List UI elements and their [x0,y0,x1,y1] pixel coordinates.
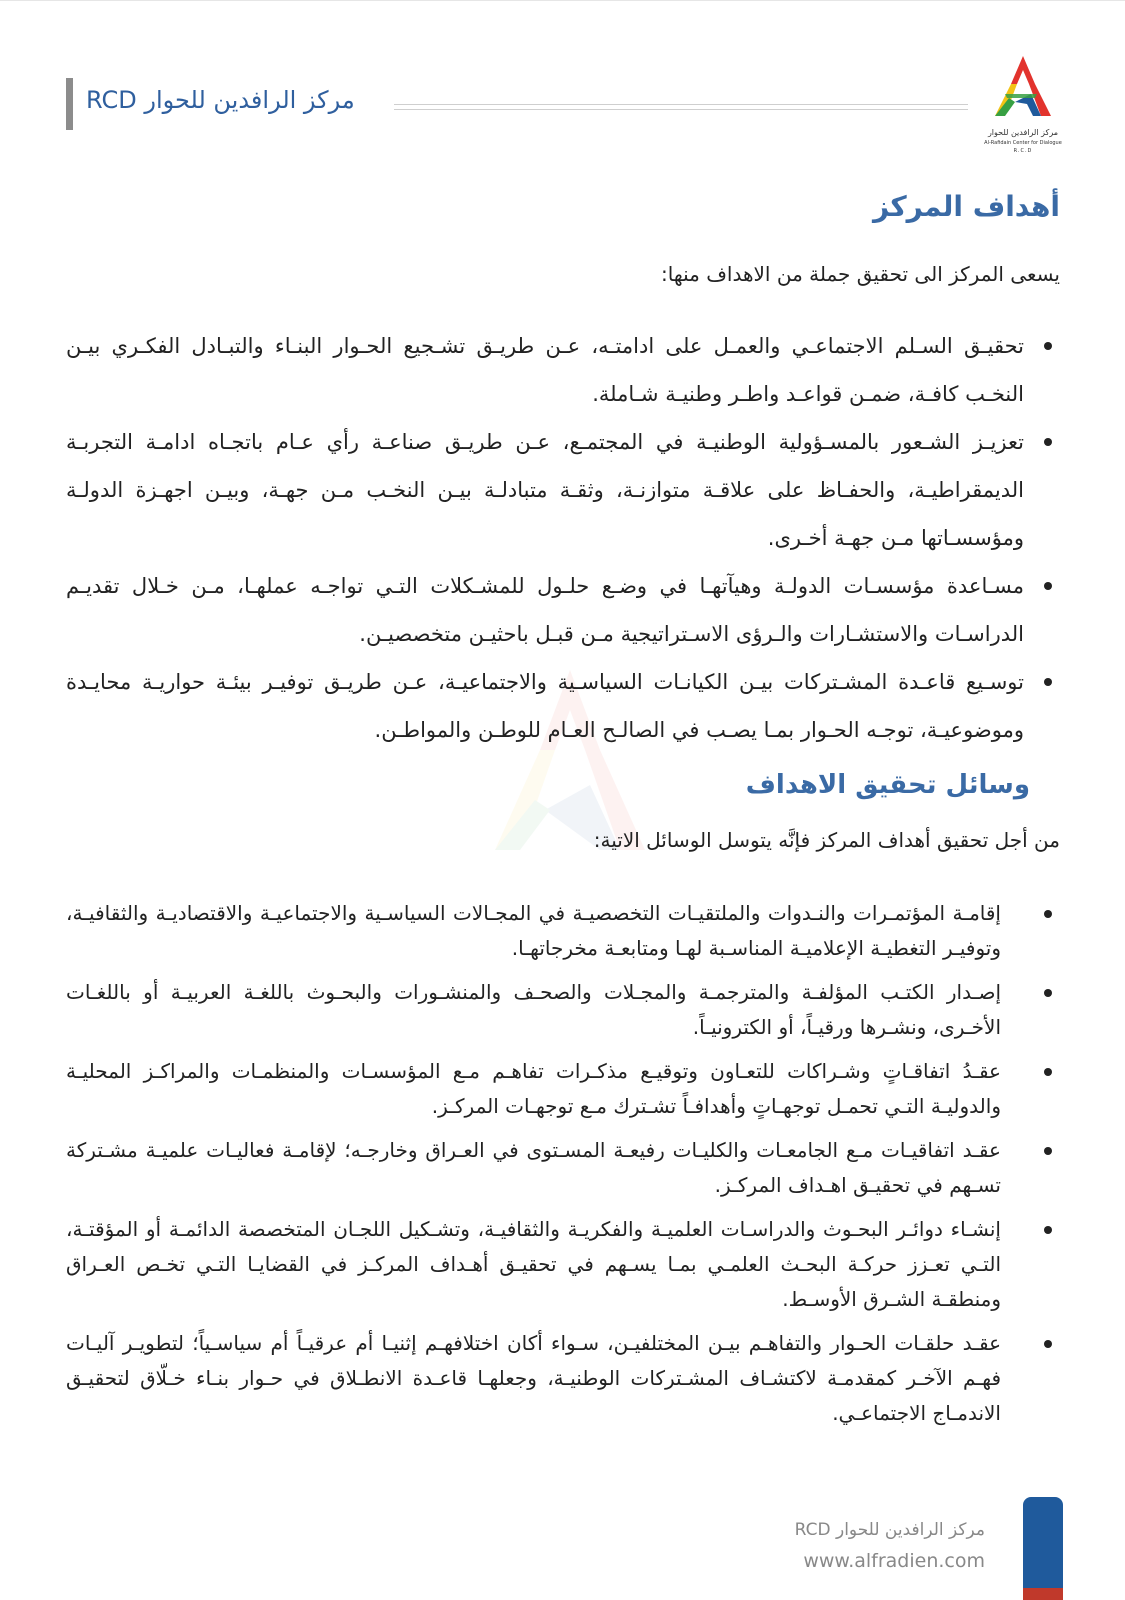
means-heading: وسائل تحقيق الاهداف [745,770,1030,800]
logo-abbr: R.C.D [1013,148,1033,154]
goals-heading: أهداف المركز [872,190,1060,223]
means-list-item: عقـد حلقـات الحـوار والتفاهـم بيـن المختلفيـن، سـواء أكان اختلافهـم إثنيـا أم عرقيـاً أم سياسـياً؛ لتطويـر آليـات فهـم الآخـر كمقدمـة لاكتشـاف المشـتركات الوطنيـة، وجعلهـا قاعـدة الانطـلاق في حـوار بنـاء خـلّاق لتحقيـق الاندمـاج الاجتماعـي. [66,1326,1001,1431]
center-logo [975,54,1071,164]
means-list [66,896,1060,1440]
goals-list-item: توسـيع قاعـدة المشـتركات بيـن الكيانـات السياسـية والاجتماعيـة، عـن طريـق توفيـر بيئـة حواريـة محايـدة وموضوعيـة، توجـه الحـوار بمـا يصـب في الصالـح العـام للوطـن والمواطـن. [66,658,1024,754]
footer-accent-stripe [1023,1588,1063,1600]
footer-accent-block [1023,1497,1063,1600]
header-title: مركز الرافدين للحوار RCD [86,86,355,114]
footer-website-link[interactable]: www.alfradien.com [803,1550,985,1572]
goals-list [66,322,1060,754]
means-list-item: إصـدار الكتـب المؤلفـة والمترجمـة والمجـلات والصحـف والمنشـورات والبحـوث باللغـة العربيـة أو باللغـات الأخـرى، ونشـرها ورقيـاً، أو الكترونيـاً. [66,975,1001,1045]
logo-name-en: Al-Rafidain Center for Dialogue [984,140,1062,146]
header-divider-secondary [394,109,968,110]
means-list-item: إنشـاء دوائـر البحـوث والدراسـات العلميـة والفكريـة والثقافيـة، وتشـكيل اللجـان المتخصصة الدائمـة أو المؤقتـة، التـي تعـزز حركـة البحـث العلمـي بمـا يسـهم في تحقيـق أهـداف المركـز في القضايـا التـي تخـص العـراق ومنطقـة الشـرق الأوسـط. [66,1212,1001,1317]
goals-list-item: مسـاعدة مؤسسـات الدولـة وهيآتهـا في وضـع حلـول للمشـكلات التـي تواجـه عملهـا، مـن خـلال تقديـم الدراسـات والاستشـارات والـرؤى الاسـتراتيجية مـن قبـل باحثيـن متخصصيـن. [66,562,1024,658]
goals-list-item: تعزيـز الشـعور بالمسـؤولية الوطنيـة في المجتمـع، عـن طريـق صناعـة رأي عـام باتجـاه ادامـة التجربـة الديمقراطيـة، والحفـاظ على علاقـة متوازنـة، وثقـة متبادلـة بيـن النخـب مـن جهـة، وبيـن اجهـزة الدولـة ومؤسسـاتها مـن جهـة أخـرى. [66,418,1024,562]
goals-intro: يسعى المركز الى تحقيق جملة من الاهداف منها: [661,262,1060,286]
means-intro: من أجل تحقيق أهداف المركز فإنَّه يتوسل الوسائل الاتية: [593,828,1060,852]
header-divider [394,104,968,105]
means-list-item: عقـد اتفاقيـات مـع الجامعـات والكليـات رفيعـة المسـتوى في العـراق وخارجـه؛ لإقامـة فعاليـات علميـة مشـتركة تسـهم في تحقيـق اهـداف المركـز. [66,1133,1001,1203]
logo-mark-icon [975,54,1071,126]
means-list-item: إقامـة المؤتمـرات والنـدوات والملتقيـات التخصصيـة في المجـالات السياسـية والاجتماعيـة والاقتصاديـة والثقافيـة، وتوفيـر التغطيـة الإعلاميـة المناسـبة لهـا ومتابعـة مخرجاتهـا. [66,896,1001,966]
header-accent-bar [66,78,73,130]
top-border [0,0,1125,1]
goals-list-item: تحقيـق السـلم الاجتماعـي والعمـل على ادامتـه، عـن طريـق تشـجيع الحـوار البنـاء والتبـادل الفكـري بيـن النخـب كافـة، ضمـن قواعـد واطـر وطنيـة شـاملة. [66,322,1024,418]
means-list-item: عقـدُ اتفاقـاتٍ وشـراكات للتعـاون وتوقيـع مذكـرات تفاهـم مـع المؤسسـات والمنظمـات والمراكـز المحليـة والدوليـة التـي تحمـل توجهـاتٍ وأهدافـاً تشـترك مـع توجهـات المركـز. [66,1054,1001,1124]
footer-center-name: مركز الرافدين للحوار RCD [794,1520,985,1540]
logo-name-ar: مركز الرافدين للحوار [987,128,1059,137]
